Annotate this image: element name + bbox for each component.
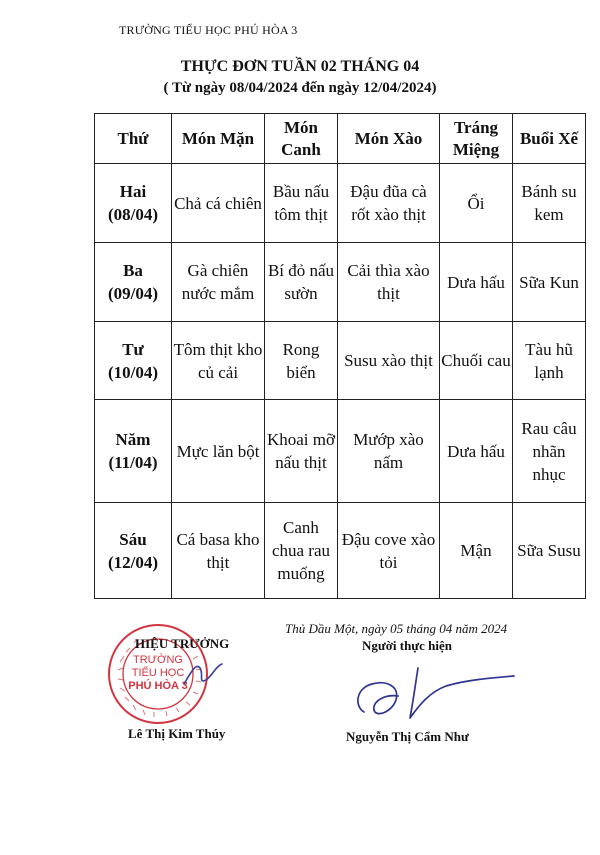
page-title: THỰC ĐƠN TUẦN 02 THÁNG 04 bbox=[180, 58, 420, 75]
header-afternoon-snack: Buổi Xế bbox=[513, 114, 586, 164]
signing-date: Thủ Dầu Một, ngày 05 tháng 04 năm 2024 bbox=[285, 621, 508, 636]
principal-label: HIỆU TRƯỞNG bbox=[135, 636, 230, 651]
performer-signature-icon bbox=[350, 660, 520, 722]
day-cell bbox=[95, 164, 172, 243]
main-dish-cell: Tôm thịt kho củ cải bbox=[172, 322, 265, 400]
header-dessert: Tráng Miệng bbox=[440, 114, 513, 164]
main-dish-cell: Gà chiên nước mắm bbox=[172, 243, 265, 322]
day-label: Hai bbox=[119, 182, 147, 201]
soup-cell: Bầu nấu tôm thịt bbox=[265, 164, 338, 243]
principal-signature-icon bbox=[178, 654, 228, 694]
soup-cell: Rong biển bbox=[265, 322, 338, 400]
stir-fry-cell: Đậu đũa cà rốt xào thịt bbox=[338, 164, 440, 243]
table-row bbox=[95, 322, 586, 400]
table-row bbox=[95, 400, 586, 503]
day-date: (12/04) bbox=[107, 552, 159, 572]
dessert-cell: Mận bbox=[440, 503, 513, 599]
menu-table bbox=[94, 113, 586, 599]
stir-fry-cell: Susu xào thịt bbox=[338, 322, 440, 400]
header-main-dish: Món Mặn bbox=[172, 114, 265, 164]
header-stir-fry: Món Xào bbox=[338, 114, 440, 164]
snack-cell: Rau câu nhãn nhục bbox=[513, 400, 586, 503]
date-range: ( Từ ngày 08/04/2024 đến ngày 12/04/2024) bbox=[163, 80, 437, 96]
soup-cell: Bí đỏ nấu sườn bbox=[265, 243, 338, 322]
stamp-line-2: TIỂU HỌC bbox=[131, 667, 185, 679]
table-row bbox=[95, 164, 586, 243]
day-label: Năm bbox=[115, 430, 151, 449]
stir-fry-cell: Mướp xào nấm bbox=[338, 400, 440, 503]
stir-fry-cell: Đậu cove xào tỏi bbox=[338, 503, 440, 599]
table-header-row bbox=[95, 114, 586, 164]
main-dish-cell: Chả cá chiên bbox=[172, 164, 265, 243]
table-row bbox=[95, 503, 586, 599]
stir-fry-cell: Cải thìa xào thịt bbox=[338, 243, 440, 322]
header-day: Thứ bbox=[95, 114, 172, 164]
main-dish-cell: Mực lăn bột bbox=[172, 400, 265, 503]
dessert-cell: Dưa hấu bbox=[440, 243, 513, 322]
dessert-cell: Chuối cau bbox=[440, 322, 513, 400]
dessert-cell: Ổi bbox=[440, 164, 513, 243]
day-label: Sáu bbox=[119, 529, 147, 549]
day-label: Ba bbox=[123, 261, 143, 280]
soup-cell: Khoai mỡ nấu thịt bbox=[265, 400, 338, 503]
main-dish-cell: Cá basa kho thịt bbox=[172, 503, 265, 599]
soup-cell: Canh chua rau muống bbox=[265, 503, 338, 599]
day-date: (11/04) bbox=[108, 453, 158, 472]
day-cell bbox=[95, 243, 172, 322]
stamp-line-3: PHÚ HÒA 3 bbox=[128, 680, 188, 692]
dessert-cell: Dưa hấu bbox=[440, 400, 513, 503]
day-date: (10/04) bbox=[107, 362, 159, 382]
snack-cell: Sữa Kun bbox=[513, 243, 586, 322]
stamp-line-1: TRƯỜNG bbox=[133, 654, 183, 666]
day-cell bbox=[95, 322, 172, 400]
day-label: Tư bbox=[122, 339, 144, 359]
school-name: TRƯỜNG TIỂU HỌC PHÚ HÒA 3 bbox=[119, 23, 298, 37]
performer-name: Nguyễn Thị Cẩm Như bbox=[346, 729, 469, 744]
performer-label: Người thực hiện bbox=[362, 638, 452, 653]
snack-cell: Sữa Susu bbox=[513, 503, 586, 599]
day-date: (08/04) bbox=[107, 205, 159, 224]
table-row bbox=[95, 243, 586, 322]
header-soup: Món Canh bbox=[265, 114, 338, 164]
day-date: (09/04) bbox=[107, 284, 159, 303]
principal-name: Lê Thị Kim Thúy bbox=[128, 726, 226, 741]
day-cell bbox=[95, 503, 172, 599]
snack-cell: Tàu hũ lạnh bbox=[513, 322, 586, 400]
snack-cell: Bánh su kem bbox=[513, 164, 586, 243]
day-cell bbox=[95, 400, 172, 503]
